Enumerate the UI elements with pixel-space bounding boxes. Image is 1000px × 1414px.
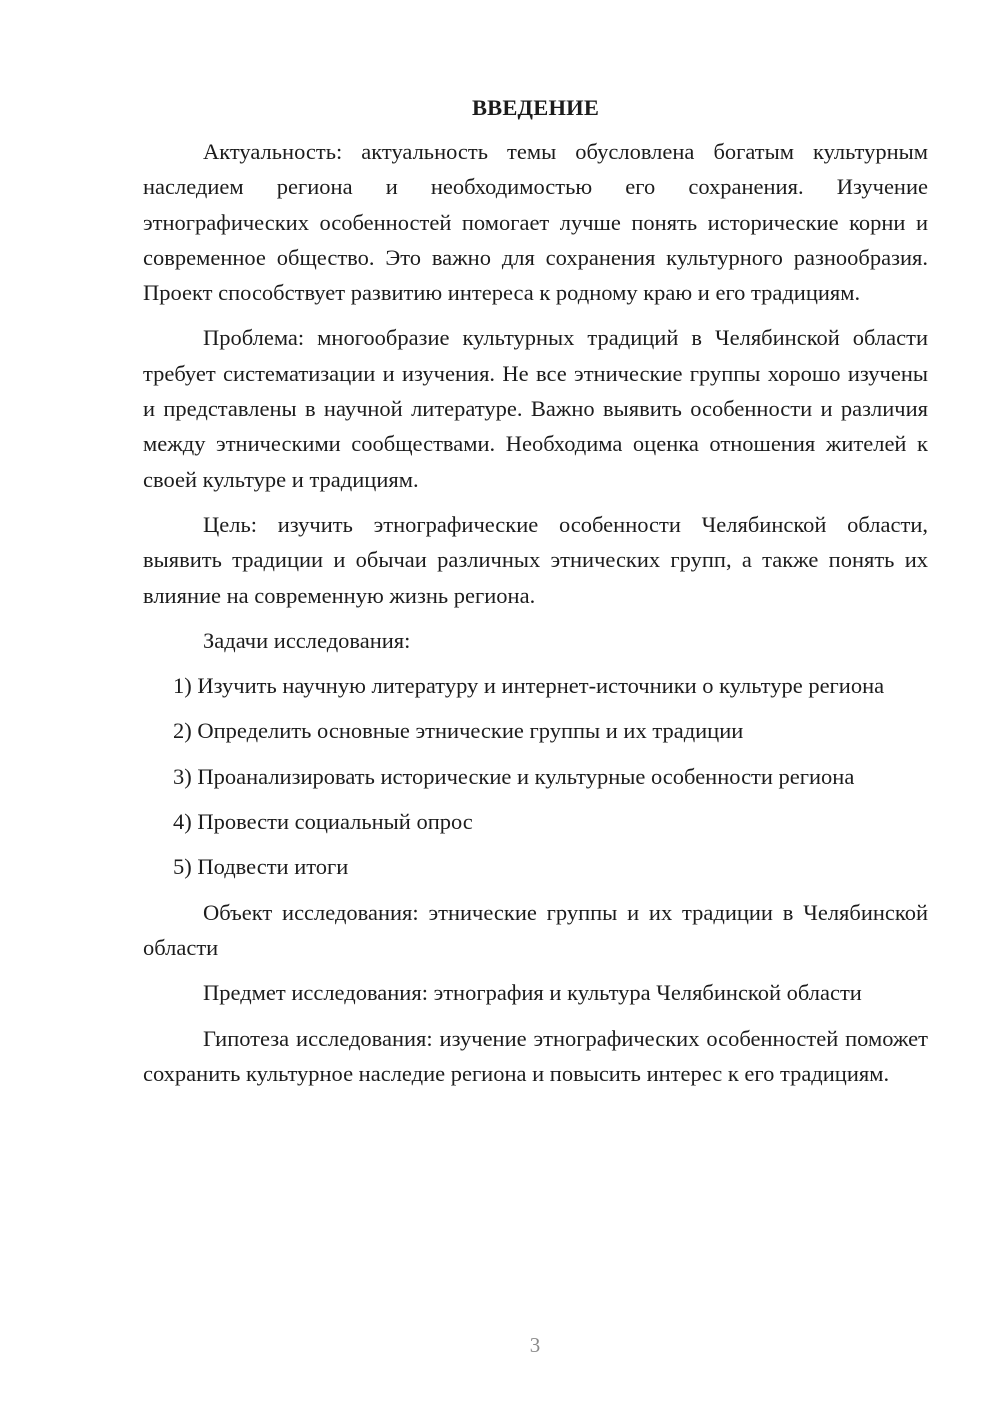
hypothesis-paragraph: Гипотеза исследования: изучение этнографических особенностей поможет сохранить культурное наследие региона и повысить интерес к его традициям. [143, 1025, 928, 1086]
goal-paragraph: Цель: изучить этнографические особенности Челябинской области, выявить традиции и обычаи различных этнических групп, а также понять их влияние на современную жизнь региона. [143, 511, 928, 608]
relevance-paragraph: Актуальность: актуальность темы обусловлена богатым культурным наследием региона и необходимостью его сохранения. Изучение этнографических особенностей помогает лучше понять исторические корни и современное общество. Это важно для сохранения культурного разнообразия. Проект способствует развитию интереса к родному краю и его традициям. [143, 139, 928, 306]
task-item-2: 2) Определить основные этнические группы и их традиции [173, 718, 744, 744]
task-item-4: 4) Провести социальный опрос [173, 809, 473, 835]
task-item-3: 3) Проанализировать исторические и культурные особенности региона [173, 763, 855, 789]
subject-paragraph: Предмет исследования: этнография и культура Челябинской области [203, 980, 862, 1006]
body-text [143, 86, 928, 1101]
task-item-1: 1) Изучить научную литературу и интернет-источники о культуре региона [173, 673, 885, 699]
tasks-heading: Задачи исследования: [203, 627, 411, 653]
object-paragraph: Объект исследования: этнические группы и их традиции в Челябинской области [143, 899, 928, 960]
problem-paragraph: Проблема: многообразие культурных традиций в Челябинской области требует систематизации и изучения. Не все этнические группы хорошо изучены и представлены в научной литературе. Важно выявить особенности и различия между этническими сообществами. Необходима оценка отношения жителей к своей культуре и традициям. [143, 325, 928, 492]
task-item-5: 5) Подвести итоги [173, 854, 349, 880]
page-number: 3 [529, 1333, 541, 1357]
page-title: ВВЕДЕНИЕ [471, 95, 600, 120]
